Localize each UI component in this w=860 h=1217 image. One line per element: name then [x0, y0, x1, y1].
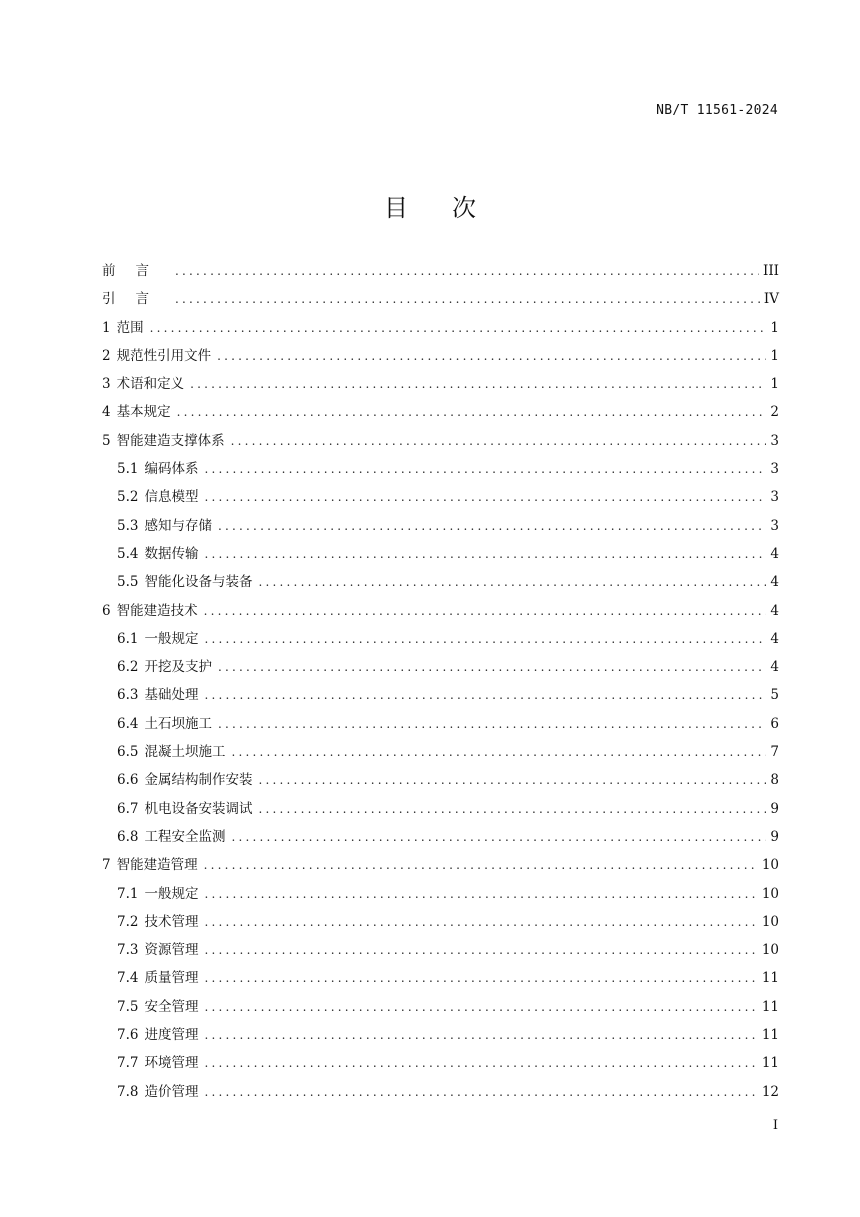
toc-entry-page: 11 — [761, 970, 779, 987]
dot-leader — [177, 398, 767, 426]
toc-entry-number: 6.3 — [117, 687, 139, 704]
toc-entry-number: 7.4 — [117, 970, 139, 987]
toc-entry-number: 6.4 — [117, 715, 139, 732]
dot-leader — [204, 597, 767, 625]
toc-entry-number: 6.5 — [117, 744, 139, 761]
dot-leader — [204, 964, 757, 992]
dot-leader — [150, 314, 767, 342]
toc-entry[interactable] — [102, 342, 779, 370]
toc-entry[interactable] — [102, 681, 779, 709]
toc-entry[interactable] — [102, 625, 779, 653]
toc-entry[interactable] — [102, 710, 779, 738]
table-of-contents — [102, 257, 779, 1106]
dot-leader — [204, 908, 757, 936]
toc-entry-label: 智能化设备与装备 — [144, 574, 253, 591]
toc-entry-label: 机电设备安装调试 — [144, 800, 253, 817]
toc-entry-number: 5 — [102, 432, 111, 449]
toc-entry[interactable] — [102, 257, 779, 285]
toc-entry-number: 6.6 — [117, 772, 139, 789]
toc-entry-number: 7.2 — [117, 913, 139, 930]
toc-entry[interactable] — [102, 285, 779, 313]
toc-entry-label: 质量管理 — [144, 970, 199, 987]
toc-entry-label: 信息模型 — [144, 489, 199, 506]
toc-entry[interactable] — [102, 823, 779, 851]
toc-entry-label: 一般规定 — [144, 630, 199, 647]
toc-entry-label: 开挖及支护 — [144, 659, 212, 676]
toc-entry-number: 7.3 — [117, 942, 139, 959]
toc-entry-page: 1 — [770, 319, 779, 336]
toc-entry-label: 环境管理 — [144, 1055, 199, 1072]
toc-entry-page: 11 — [761, 1055, 779, 1072]
toc-entry[interactable] — [102, 455, 779, 483]
toc-entry[interactable] — [102, 398, 779, 426]
toc-entry[interactable] — [102, 540, 779, 568]
toc-entry-number: 7.6 — [117, 1027, 139, 1044]
toc-entry[interactable] — [102, 936, 779, 964]
toc-entry-page: 2 — [770, 404, 779, 421]
dot-leader — [231, 427, 767, 455]
toc-entry-number: 6 — [102, 602, 111, 619]
toc-entry-number: 4 — [102, 404, 111, 421]
toc-entry-page: 10 — [761, 885, 779, 902]
toc-entry-number: 6.2 — [117, 659, 139, 676]
dot-leader — [204, 851, 758, 879]
toc-entry[interactable] — [102, 512, 779, 540]
toc-entry-number: 7.1 — [117, 885, 139, 902]
toc-entry[interactable] — [102, 795, 779, 823]
toc-entry-label: 规范性引用文件 — [116, 347, 212, 364]
title-char-2: 次 — [452, 194, 476, 222]
toc-entry-page: IV — [763, 291, 779, 308]
dot-leader — [204, 540, 766, 568]
toc-entry[interactable] — [102, 314, 779, 342]
toc-entry[interactable] — [102, 370, 779, 398]
dot-leader — [217, 342, 766, 370]
toc-entry-page: 5 — [770, 687, 779, 704]
toc-entry-label: 智能建造支撑体系 — [116, 432, 225, 449]
toc-entry-number: 1 — [102, 319, 111, 336]
dot-leader — [258, 568, 766, 596]
standard-code: NB/T 11561-2024 — [656, 103, 778, 118]
dot-leader — [218, 653, 766, 681]
toc-entry-number: 6.8 — [117, 828, 139, 845]
toc-entry-label: 术语和定义 — [116, 376, 185, 393]
toc-entry[interactable] — [102, 766, 779, 794]
dot-leader — [258, 766, 766, 794]
dot-leader — [175, 285, 760, 313]
toc-entry-label: 编码体系 — [144, 461, 199, 478]
toc-entry[interactable] — [102, 427, 779, 455]
toc-entry[interactable] — [102, 880, 779, 908]
dot-leader — [204, 880, 757, 908]
page-title — [0, 188, 860, 223]
toc-entry-page: III — [763, 263, 779, 279]
toc-entry-page: 10 — [761, 942, 779, 959]
toc-entry-page: 12 — [761, 1083, 779, 1100]
toc-entry-page: 4 — [770, 574, 779, 591]
dot-leader — [204, 483, 766, 511]
toc-entry-number: 3 — [102, 376, 111, 393]
toc-entry-label: 金属结构制作安装 — [144, 772, 253, 789]
dot-leader — [175, 257, 759, 285]
toc-entry-page: 3 — [770, 517, 779, 534]
toc-entry-page: 9 — [770, 828, 779, 845]
toc-entry-page: 1 — [770, 376, 779, 393]
dot-leader — [204, 1049, 757, 1077]
toc-entry-page: 8 — [770, 772, 779, 789]
toc-entry-number: 5.4 — [117, 545, 139, 562]
toc-entry[interactable] — [102, 1078, 779, 1106]
toc-entry-number: 5.5 — [117, 574, 139, 591]
toc-entry-page: 9 — [770, 800, 779, 817]
toc-entry-label: 智能建造管理 — [116, 857, 198, 874]
toc-entry[interactable] — [102, 908, 779, 936]
toc-entry-page: 7 — [770, 744, 779, 761]
toc-entry-page: 11 — [761, 1027, 779, 1044]
toc-entry-page: 4 — [770, 630, 779, 647]
dot-leader — [218, 710, 766, 738]
toc-entry[interactable] — [102, 483, 779, 511]
dot-leader — [204, 993, 757, 1021]
dot-leader — [204, 455, 766, 483]
toc-entry-label: 工程安全监测 — [144, 828, 226, 845]
toc-entry[interactable] — [102, 1049, 779, 1077]
toc-entry[interactable] — [102, 1021, 779, 1049]
toc-entry-number: 7.5 — [117, 998, 139, 1015]
toc-entry-number: 6.7 — [117, 800, 139, 817]
toc-entry[interactable] — [102, 738, 779, 766]
toc-entry-label: 基础处理 — [144, 687, 199, 704]
dot-leader — [204, 936, 757, 964]
toc-entry[interactable] — [102, 964, 779, 992]
dot-leader — [258, 795, 766, 823]
toc-entry-page: 4 — [770, 659, 779, 676]
toc-entry[interactable] — [102, 851, 779, 879]
dot-leader — [218, 512, 766, 540]
toc-entry-label: 一般规定 — [144, 885, 199, 902]
toc-entry-label: 进度管理 — [144, 1027, 199, 1044]
toc-entry-number: 2 — [102, 347, 111, 364]
toc-entry-label: 混凝土坝施工 — [144, 744, 226, 761]
dot-leader — [231, 823, 766, 851]
toc-entry-number: 5.3 — [117, 517, 139, 534]
toc-entry-number: 7.7 — [117, 1055, 139, 1072]
dot-leader — [204, 1021, 757, 1049]
toc-entry-number: 5.2 — [117, 489, 139, 506]
dot-leader — [231, 738, 766, 766]
dot-leader — [204, 1078, 757, 1106]
toc-entry-page: 3 — [770, 432, 779, 449]
toc-entry-page: 3 — [770, 489, 779, 506]
toc-entry-page: 1 — [770, 347, 779, 364]
toc-entry-label: 数据传输 — [144, 545, 199, 562]
toc-entry-label: 基本规定 — [116, 404, 171, 421]
toc-entry-page: 10 — [761, 913, 779, 930]
toc-entry-page: 10 — [761, 857, 779, 874]
dot-leader — [190, 370, 766, 398]
toc-entry-page: 4 — [770, 545, 779, 562]
toc-entry-label: 技术管理 — [144, 913, 199, 930]
toc-entry[interactable] — [102, 568, 779, 596]
toc-entry-page: 11 — [761, 998, 779, 1015]
toc-entry[interactable] — [102, 653, 779, 681]
toc-entry-page: 4 — [770, 602, 779, 619]
toc-entry-label: 引言 — [102, 291, 169, 308]
title-char-1: 目 — [384, 194, 408, 222]
toc-entry-number: 6.1 — [117, 630, 139, 647]
page-number: I — [772, 1118, 778, 1133]
toc-entry-number: 7.8 — [117, 1083, 139, 1100]
dot-leader — [204, 625, 766, 653]
toc-entry-page: 6 — [770, 715, 779, 732]
dot-leader — [204, 681, 766, 709]
toc-entry-number: 7 — [102, 857, 111, 874]
toc-entry-label: 造价管理 — [144, 1083, 199, 1100]
toc-entry-label: 安全管理 — [144, 998, 199, 1015]
toc-entry-label: 范围 — [116, 319, 144, 336]
toc-entry-number: 5.1 — [117, 461, 139, 478]
toc-entry-label: 感知与存储 — [144, 517, 212, 534]
toc-entry-label: 土石坝施工 — [144, 715, 212, 732]
toc-entry[interactable] — [102, 597, 779, 625]
toc-entry-page: 3 — [770, 461, 779, 478]
toc-entry-label: 资源管理 — [144, 942, 199, 959]
toc-entry-label: 智能建造技术 — [116, 602, 198, 619]
toc-entry-label: 前言 — [102, 263, 169, 279]
toc-entry[interactable] — [102, 993, 779, 1021]
